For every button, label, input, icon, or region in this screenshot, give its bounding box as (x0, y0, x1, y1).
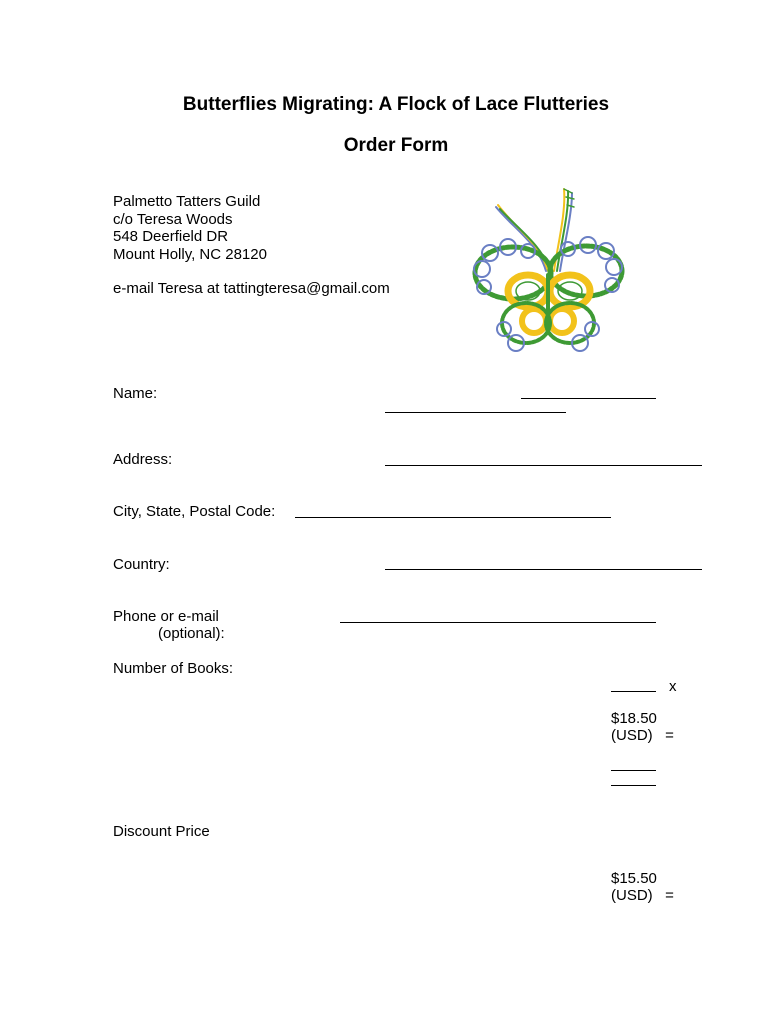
country-label: Country: (113, 556, 170, 573)
discount-label: Discount Price (113, 823, 210, 840)
document-title: Butterflies Migrating: A Flock of Lace Flutteries (182, 94, 610, 115)
books-quantity-line[interactable] (611, 691, 656, 692)
address-label: Address: (113, 451, 173, 468)
contact-line: c/o Teresa Woods (113, 210, 233, 228)
city-state-postal-line[interactable] (295, 517, 611, 518)
document-subtitle: Order Form (343, 135, 449, 156)
phone-optional-label: (optional): (158, 625, 225, 642)
contact-line: 548 Deerfield DR (113, 228, 229, 245)
discount-price-currency: (USD) = (611, 887, 674, 904)
discount-price: $15.50 (611, 870, 657, 887)
tatted-butterfly-icon (468, 183, 630, 357)
book-total-line-1[interactable] (611, 770, 656, 771)
name-label: Name: (113, 385, 158, 402)
contact-line: Mount Holly, NC 28120 (113, 245, 267, 263)
name-line-1[interactable] (521, 398, 656, 399)
address-line[interactable] (385, 465, 702, 466)
book-total-line-2[interactable] (611, 785, 656, 786)
country-line[interactable] (385, 569, 702, 570)
name-line-2[interactable] (385, 412, 566, 413)
books-label: Number of Books: (113, 660, 234, 677)
phone-line[interactable] (340, 622, 656, 623)
times-sign: x (669, 678, 677, 695)
contact-address (113, 193, 267, 263)
city-state-postal-label: City, State, Postal Code: (113, 503, 276, 520)
book-price: $18.50 (611, 710, 657, 727)
contact-email: e-mail Teresa at tattingteresa@gmail.com (113, 280, 390, 297)
phone-label: Phone or e-mail (113, 608, 219, 625)
book-price-currency: (USD) = (611, 727, 674, 744)
contact-line: Palmetto Tatters Guild (113, 193, 261, 210)
